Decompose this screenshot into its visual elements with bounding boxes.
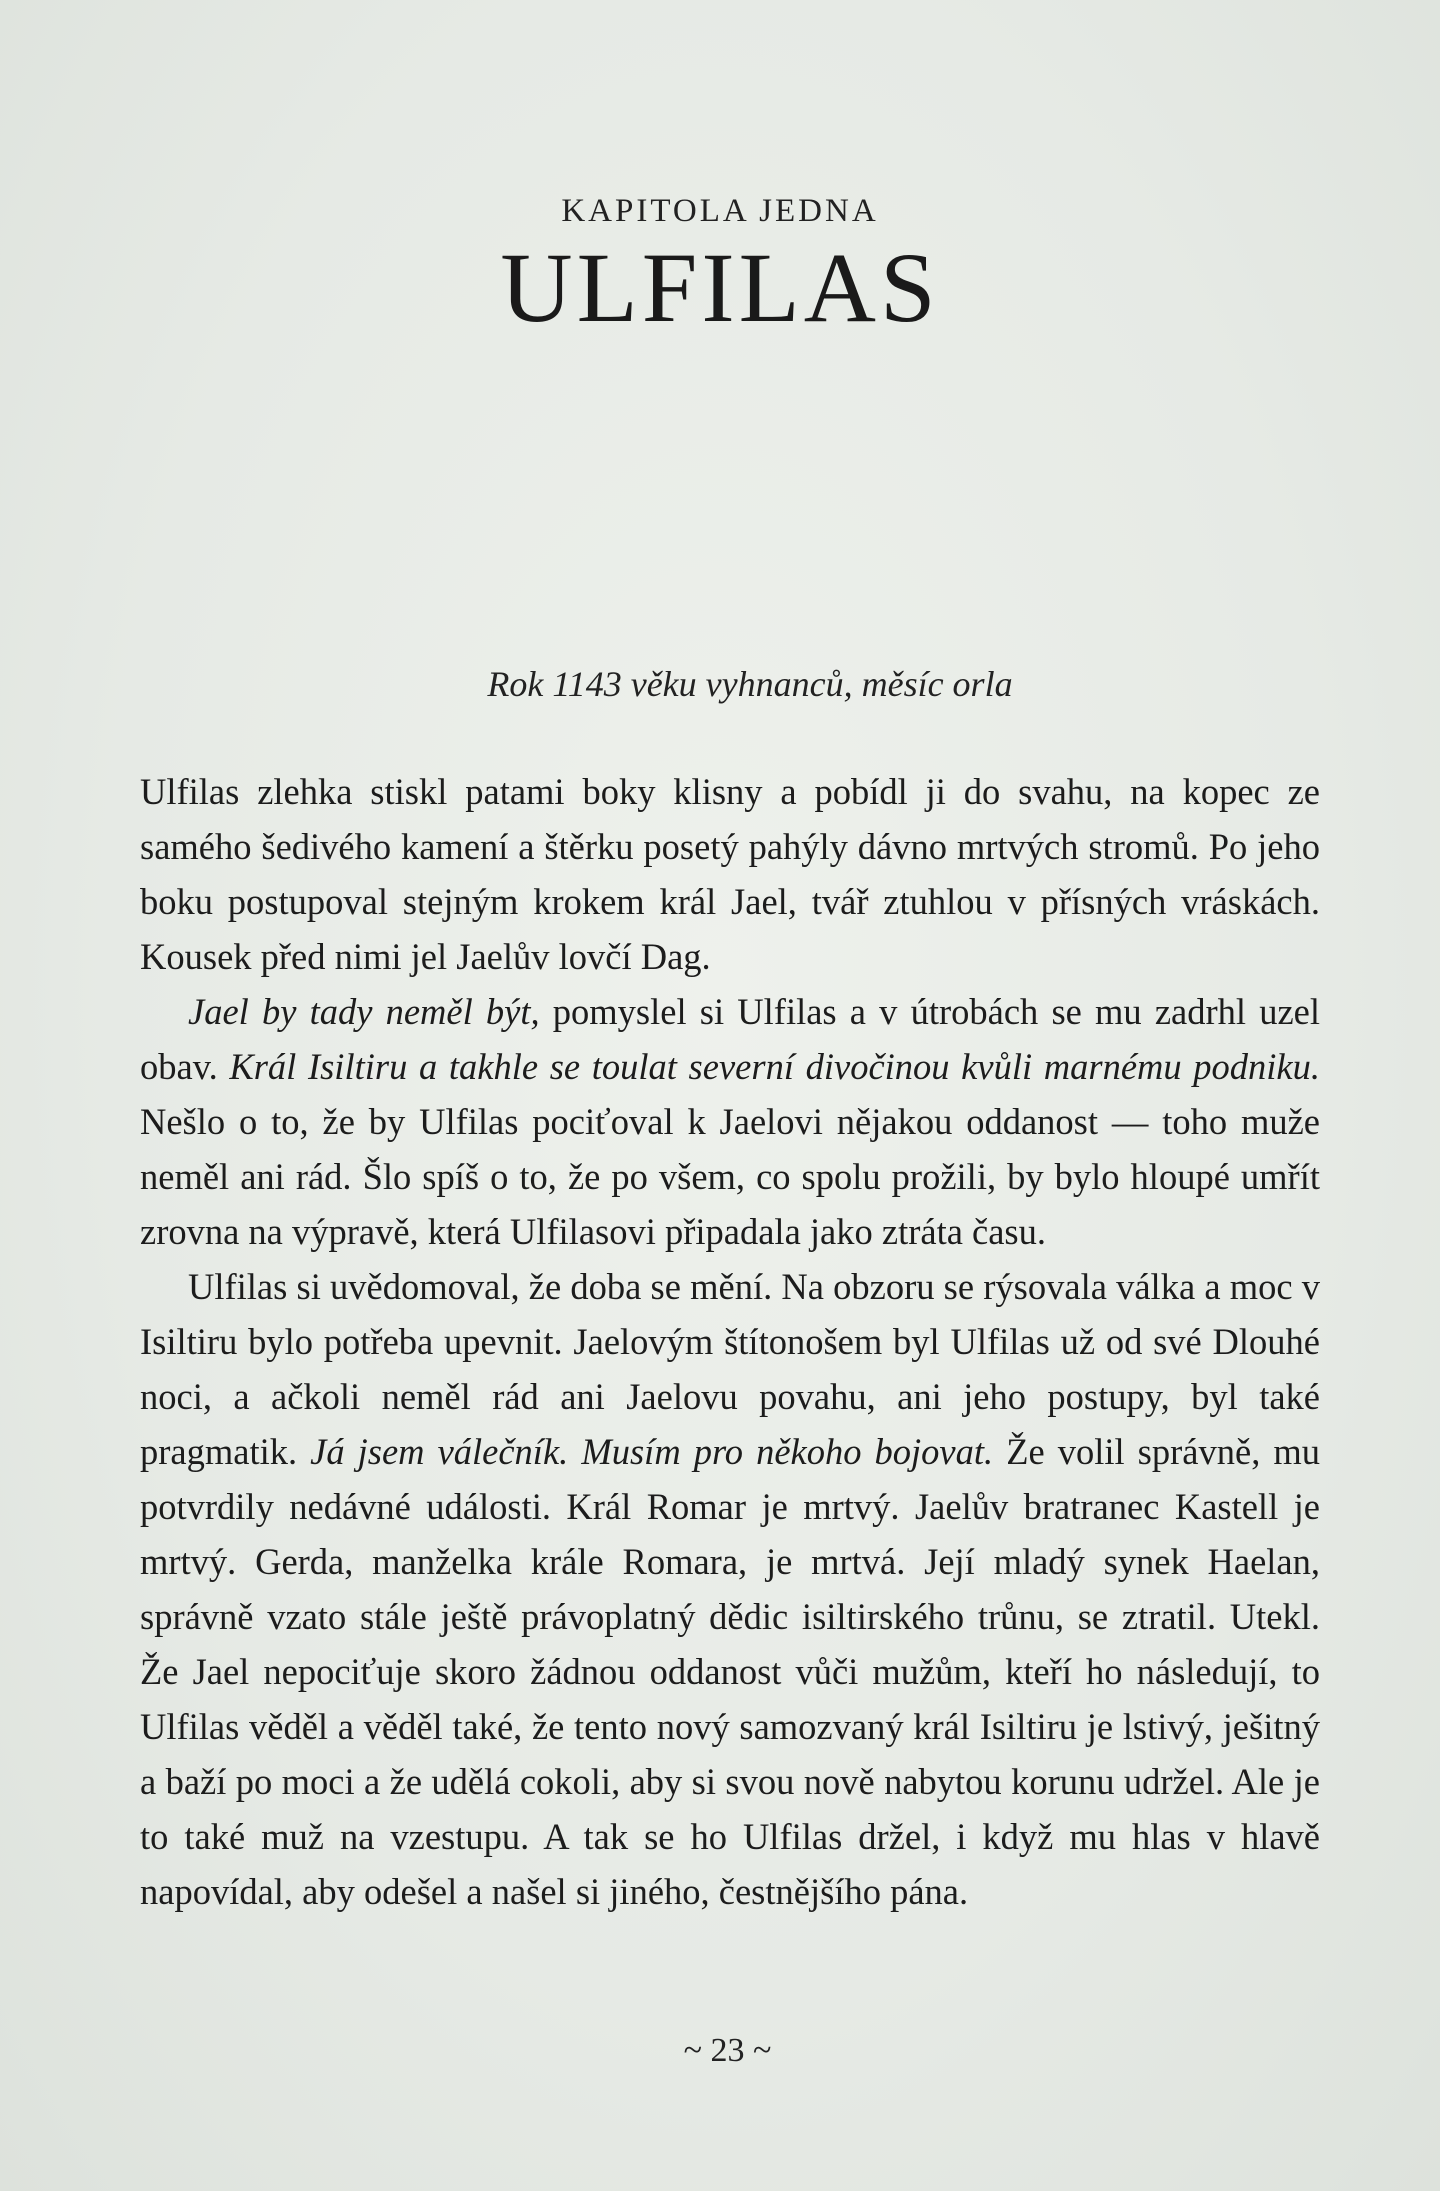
paragraph-3-text-2: Že volil správně, mu potvrdily nedávné události. Král Romar je mrtvý. Jaelův bratranec Kastell je mrtvý. Gerda, manželka krále Romara, je mrtvá. Její mladý synek Haelan, správně vzato stále ještě právoplatný dědic isiltirského trůnu, se ztratil. Utekl. Že Jael nepociťuje skoro žádnou oddanost vůči mužům, kteří ho následují, to Ulfilas věděl a věděl také, že tento nový samozvaný král Isiltiru je lstivý, ješitný a baží po moci a že udělá cokoli, aby si svou nově nabytou korunu udržel. Ale je to také muž na vzestupu. A tak se ho Ulfilas držel, i když mu hlas v hlavě napovídal, aby odešel a našel si jiného, čestnějšího pána. — [140, 1431, 1320, 1912]
paragraph-3-italic-thought: Já jsem válečník. Musím pro někoho bojovat. — [310, 1431, 994, 1472]
paragraph-2-text-2: Nešlo o to, že by Ulfilas pociťoval k Jaelovi nějakou oddanost — toho muže neměl ani rád. Šlo spíš o to, že po všem, co spolu prožili, by bylo hloupé umřít zrovna na výpravě, která Ulfilasovi připadala jako ztráta času. — [140, 1101, 1320, 1252]
chapter-body — [140, 764, 1320, 1919]
paragraph-2 — [140, 984, 1320, 1259]
chapter-title: ULFILAS — [500, 232, 940, 343]
paragraph-3-text-1: Ulfilas si uvědomoval, že doba se mění. Na obzoru se rýsovala válka a moc v Isiltiru bylo potřeba upevnit. Jaelovým štítonošem byl Ulfilas už od své Dlouhé noci, a ačkoli neměl rád ani Jaelovu povahu, ani jeho postupy, byl také pragmatik. — [140, 1266, 1320, 1472]
paragraph-1-text: Ulfilas zlehka stiskl patami boky klisny a pobídl ji do svahu, na kopec ze samého šedivého kamení a štěrku posetý pahýly dávno mrtvých stromů. Po jeho boku postupoval stejným krokem král Jael, tvář ztuhlou v přísných vráskách. Kousek před nimi jel Jaelův lovčí Dag. — [140, 771, 1320, 977]
page-number: ~ 23 ~ — [683, 2032, 772, 2069]
paragraph-2-italic-thought-1: Jael by tady neměl být, — [188, 991, 540, 1032]
paragraph-1 — [140, 764, 1320, 984]
paragraph-2-italic-thought-2: Král Isiltiru a takhle se toulat severní divočinou kvůli marnému podniku. — [229, 1046, 1320, 1087]
chapter-subtitle: Rok 1143 věku vyhnanců, měsíc orla — [487, 664, 1013, 704]
paragraph-3 — [140, 1259, 1320, 1919]
chapter-label: KAPITOLA JEDNA — [561, 193, 879, 229]
paragraph-2-text-1: pomyslel si Ulfilas a v útrobách se mu zadrhl uzel obav. — [140, 991, 1320, 1087]
